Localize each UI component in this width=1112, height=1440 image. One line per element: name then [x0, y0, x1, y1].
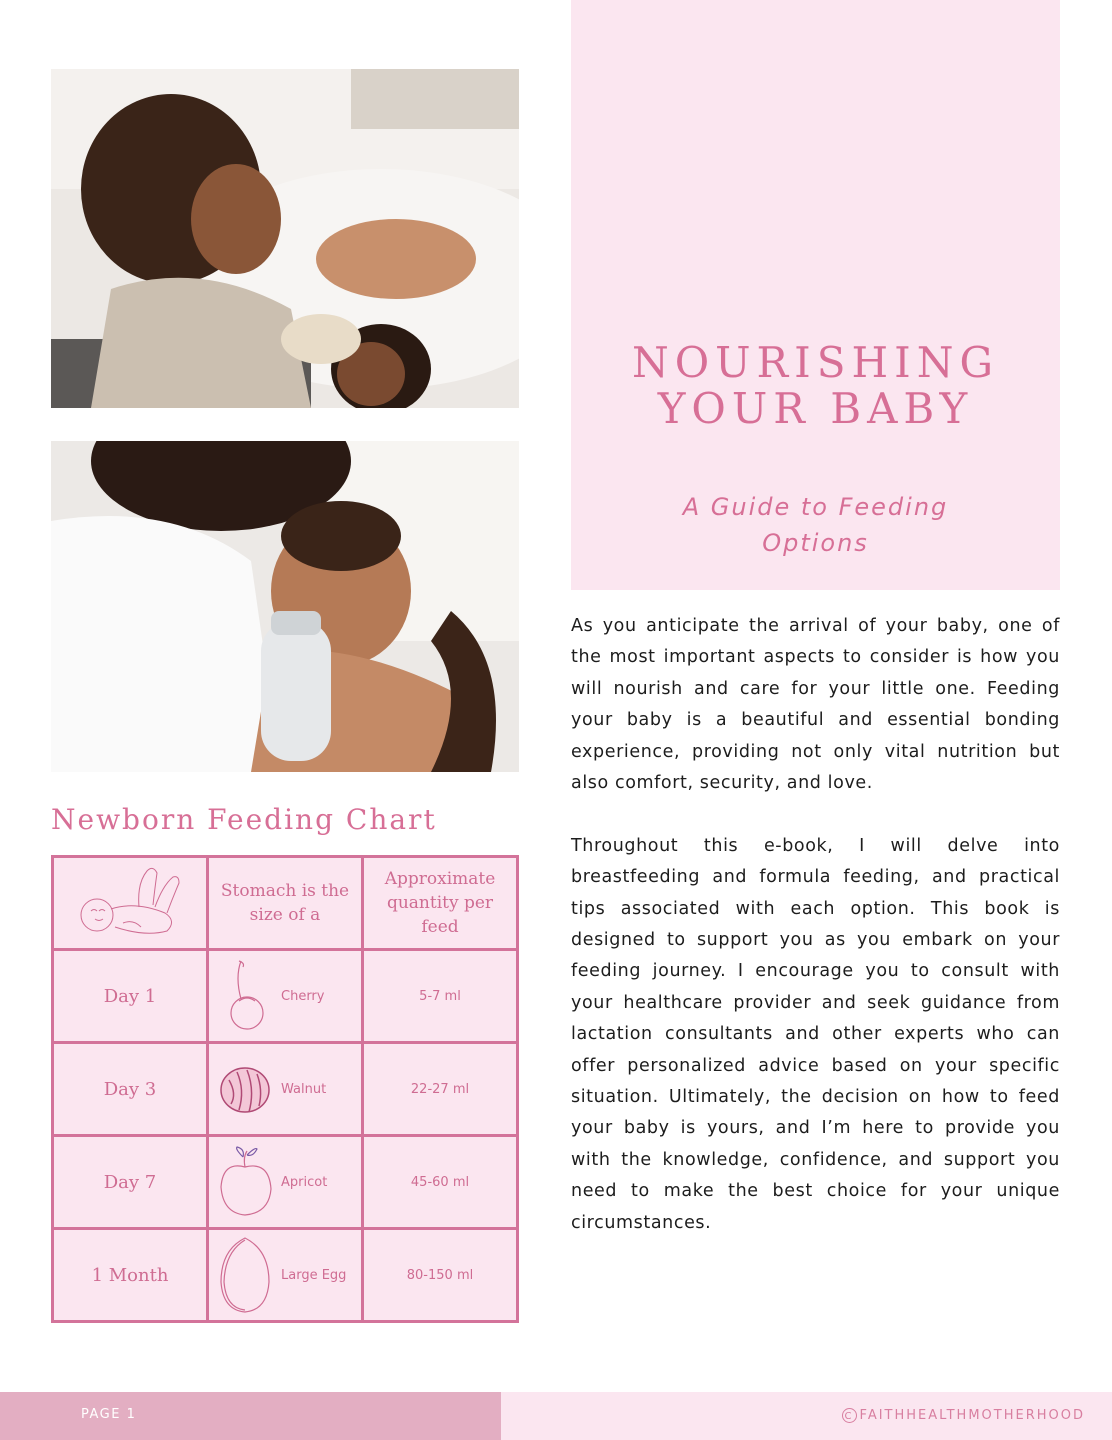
header-stomach-size [208, 857, 363, 950]
header-quantity [363, 857, 518, 950]
title-line-1: NOURISHING [631, 338, 1000, 387]
page-title [571, 340, 1060, 432]
quantity-header: Approximate quantity per feed [384, 869, 496, 937]
fruit-label: Large Egg [281, 1267, 347, 1283]
day-cell: 1 Month [53, 1229, 208, 1322]
feeding-chart-title: Newborn Feeding Chart [51, 803, 437, 836]
page-subtitle [571, 489, 1060, 561]
table-row [53, 1043, 518, 1136]
day-cell: Day 3 [53, 1043, 208, 1136]
table-header-row [53, 857, 518, 950]
intro-paragraph-1: As you anticipate the arrival of your baby, one of the most important aspects to consider is how you will nourish and care for your little one. Feeding your baby is a beautiful and essential bonding experience, providing not only vital nutrition but also comfort, security, and love. [571, 616, 1060, 794]
quantity-cell: 45-60 ml [363, 1136, 518, 1229]
header-baby-cell [53, 857, 208, 950]
table-row [53, 1229, 518, 1322]
bottle-feeding-photo [51, 441, 519, 772]
stomach-size-cell [208, 1136, 363, 1229]
fruit-label: Apricot [281, 1174, 328, 1190]
footer-left-band [0, 1392, 501, 1440]
table-row [53, 1136, 518, 1229]
walnut-icon [215, 1050, 277, 1128]
page-number: PAGE 1 [81, 1407, 137, 1422]
title-panel [571, 0, 1060, 590]
brand-name: FAITHHEALTHMOTHERHOOD [859, 1408, 1085, 1423]
subtitle-line-1: A Guide to Feeding [682, 493, 949, 521]
copyright-icon: C [842, 1408, 857, 1423]
feeding-chart-table [51, 855, 519, 1323]
intro-text [571, 611, 1060, 1271]
stomach-size-header: Stomach is the size of a [220, 881, 350, 925]
quantity-cell: 80-150 ml [363, 1229, 518, 1322]
breastfeeding-photo [51, 69, 519, 408]
day-cell: Day 1 [53, 950, 208, 1043]
fruit-label: Cherry [281, 988, 325, 1004]
quantity-cell: 22-27 ml [363, 1043, 518, 1136]
quantity-cell: 5-7 ml [363, 950, 518, 1043]
stomach-size-cell [208, 950, 363, 1043]
egg-icon [215, 1236, 277, 1314]
apricot-icon [215, 1143, 277, 1221]
title-line-2: YOUR BABY [657, 384, 974, 433]
stomach-size-cell [208, 1043, 363, 1136]
subtitle-line-2: Options [762, 529, 869, 557]
stomach-size-cell [208, 1229, 363, 1322]
intro-paragraph-2: Throughout this e-book, I will delve into breastfeeding and formula feeding, and practical tips associated with each option. This book is designed to support you as you embark on your feeding journey. I encourage you to consult with your healthcare provider and seek guidance from lactation consultants and other experts who can offer personalized advice based on your specific situation. Ultimately, the decision on how to feed your baby is yours, and I’m here to provide you with the knowledge, confidence, and support you need to make the best choice for your unique circumstances. [571, 835, 1060, 1233]
fruit-label: Walnut [281, 1081, 327, 1097]
footer-brand [842, 1408, 1085, 1423]
table-row [53, 950, 518, 1043]
cherry-icon [215, 957, 277, 1035]
baby-icon [75, 861, 185, 941]
day-cell: Day 7 [53, 1136, 208, 1229]
